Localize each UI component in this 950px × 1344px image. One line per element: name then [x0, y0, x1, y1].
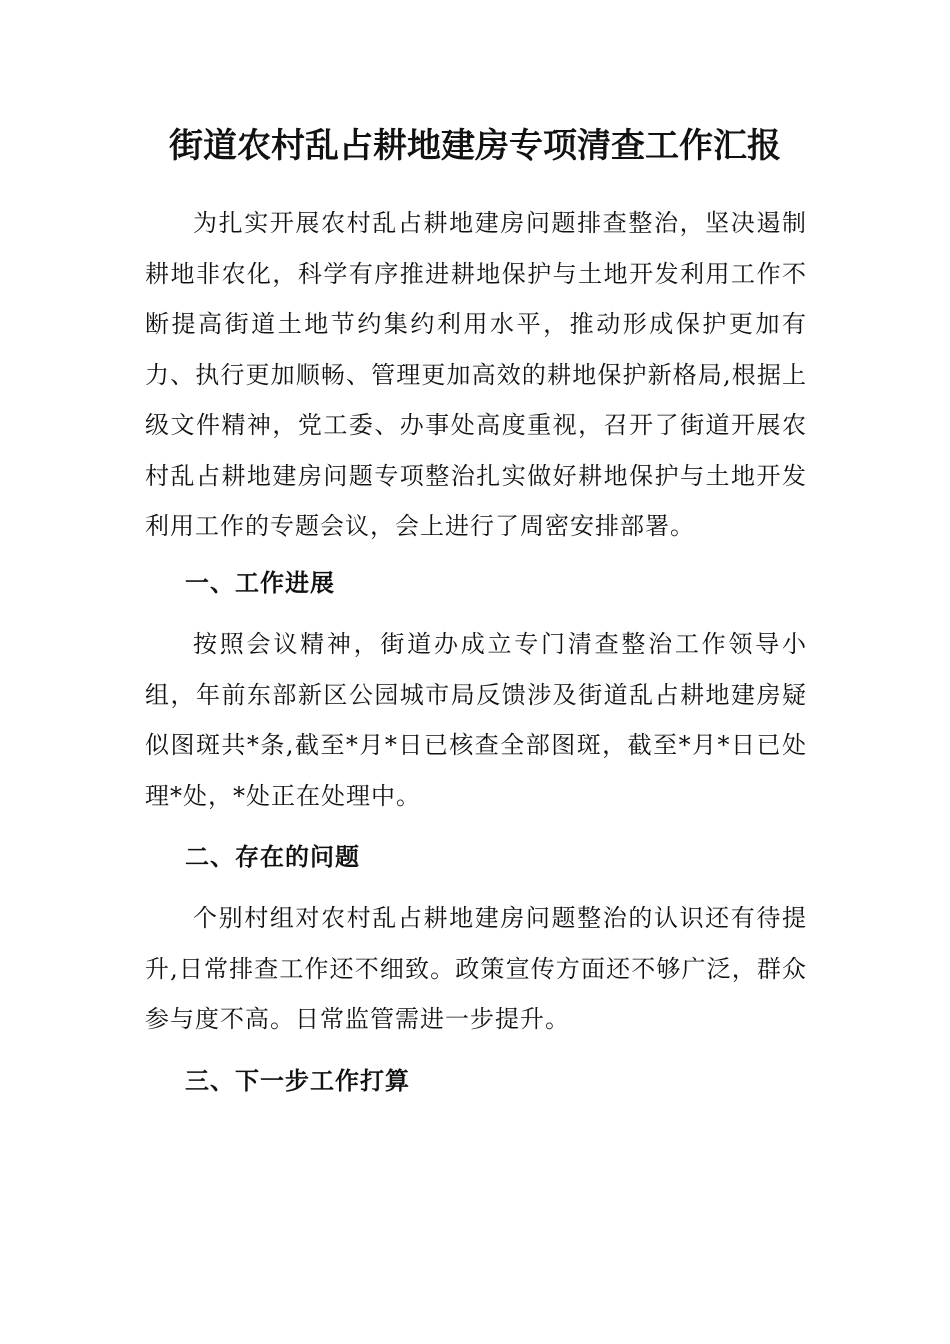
intro-paragraph: 为扎实开展农村乱占耕地建房问题排查整治，坚决遏制耕地非农化，科学有序推进耕地保护与土地开发利用工作不断提高街道土地节约集约利用水平，推动形成保护更加有力、执行更加顺畅、管理更加高效的耕地保护新格局,根据上级文件精神，党工委、办事处高度重视，召开了街道开展农村乱占耕地建房问题专项整治扎实做好耕地保护与土地开发利用工作的专题会议，会上进行了周密安排部署。: [145, 209, 807, 540]
document-title: 街道农村乱占耕地建房专项清查工作汇报: [169, 126, 781, 166]
section-heading-progress: 一、工作进展: [185, 568, 335, 597]
problems-paragraph: 个别村组对农村乱占耕地建房问题整治的认识还有待提升,日常排查工作还不细致。政策宣传方面还不够广泛，群众参与度不高。日常监管需进一步提升。: [145, 904, 807, 1033]
section-heading-next-steps: 三、下一步工作打算: [185, 1066, 410, 1095]
progress-paragraph: 按照会议精神，街道办成立专门清查整治工作领导小组，年前东部新区公园城市局反馈涉及街道乱占耕地建房疑似图斑共*条,截至*月*日已核查全部图斑，截至*月*日已处理*处，*处正在处理中。: [145, 630, 807, 810]
section-heading-problems: 二、存在的问题: [185, 842, 360, 871]
